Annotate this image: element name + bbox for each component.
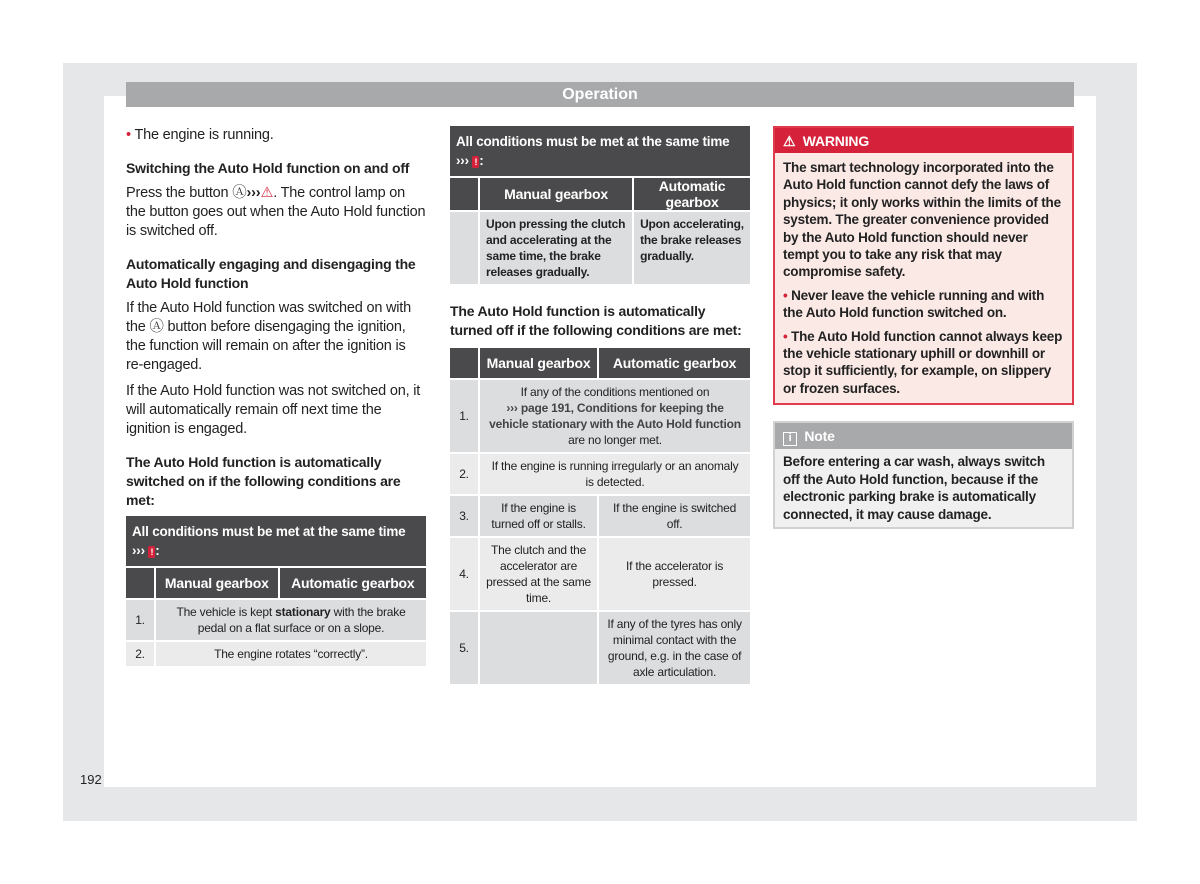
table-row: 1. If any of the conditions mentioned on ››› page 191, Conditions for keeping the vehicle stationary with the Auto Hold function are no longer met. xyxy=(450,380,750,452)
table-row: 3. If the engine is turned off or stalls. If the engine is switched off. xyxy=(450,496,750,536)
warning-icon: ! xyxy=(474,157,478,167)
paragraph: Press the button Ⓐ›››⚠. The control lamp on the button goes out when the Auto Hold function is switched off. xyxy=(126,185,426,239)
reference-arrow-icon: ››› xyxy=(246,185,261,201)
warning-icon: ⚠ xyxy=(783,133,796,149)
reference-arrow-icon: ››› xyxy=(132,543,145,558)
info-icon: i xyxy=(783,432,797,446)
table-row: Upon pressing the clutch and accelerating at the same time, the brake releases gradually. Upon accelerating, the brake releases gradually. xyxy=(450,212,750,284)
page-link[interactable]: ››› page 191, Conditions for keeping the vehicle stationary with the Auto Hold function xyxy=(489,401,741,431)
middle-column xyxy=(450,126,750,686)
bullet-item: • The engine is running. xyxy=(126,127,274,143)
left-column xyxy=(126,126,426,668)
section-header: Operation xyxy=(126,82,1074,107)
table-caption: All conditions must be met at the same time ››› ! : xyxy=(450,126,750,176)
right-column xyxy=(773,126,1074,529)
auto-hold-button-icon: Ⓐ xyxy=(232,185,247,201)
table-caption: All conditions must be met at the same time ››› ! : xyxy=(126,516,426,566)
table-row: 1. The vehicle is kept stationary with the brake pedal on a flat surface or on a slope. xyxy=(126,600,426,640)
bullet-item: • Never leave the vehicle running and with the Auto Hold function switched on. xyxy=(783,287,1045,321)
page-number: 192 xyxy=(80,772,102,787)
bullet-icon: • xyxy=(126,127,135,143)
note-box: i Note Before entering a car wash, always switch off the Auto Hold function, because if the electronic parking brake is automatically connected, it may cause damage. xyxy=(773,421,1074,529)
switch-on-conditions-table: Manual gearbox Automatic gearbox 1. The vehicle is kept stationary with the brake pedal on a flat surface or on a slope. 2. The engine rotates “correctly”. xyxy=(124,566,428,668)
table-row: 5. If any of the tyres has only minimal contact with the ground, e.g. in the case of axle articulation. xyxy=(450,612,750,684)
switch-off-conditions-table: Manual gearbox Automatic gearbox 1. If any of the conditions mentioned on ››› page 191, Conditions for keeping the vehicle stationary with the Auto Hold function are no longer met. 2. If the engine is running irregularly or an anomaly is detected. 3. If the engine is turned off or stalls. If the engine is switched off. 4. The clutch and the accelerator are pressed at the same time. If the accelerator is pressed. 5. If any of the tyres has only minimal contact with the ground, e.g. in the case of axle articulation. xyxy=(448,346,752,686)
heading: The Auto Hold function is automatically switched on if the following conditions are met: xyxy=(126,454,401,508)
table-row: 2. If the engine is running irregularly or an anomaly is detected. xyxy=(450,454,750,494)
heading: Automatically engaging and disengaging the Auto Hold function xyxy=(126,256,416,291)
release-conditions-table: Manual gearbox Automatic gearbox Upon pressing the clutch and accelerating at the same time, the brake releases gradually. Upon accelerating, the brake releases gradually. xyxy=(448,176,752,286)
warning-icon: ⚠ xyxy=(260,185,274,201)
warning-icon: ! xyxy=(150,547,154,557)
auto-hold-button-icon: Ⓐ xyxy=(149,319,164,335)
heading: Switching the Auto Hold function on and off xyxy=(126,160,410,176)
heading: The Auto Hold function is automatically turned off if the following conditions are met: xyxy=(450,303,742,338)
bullet-item: • The Auto Hold function cannot always keep the vehicle stationary uphill or downhill or stop it sufficiently, for example, on slippery or frozen surfaces. xyxy=(783,328,1063,396)
paragraph: If the Auto Hold function was not switched on, it will automatically remain off next time the ignition is engaged. xyxy=(126,383,421,437)
reference-arrow-icon: ››› xyxy=(456,153,469,168)
table-row: 2. The engine rotates “correctly”. xyxy=(126,642,426,666)
table-row: 4. The clutch and the accelerator are pressed at the same time. If the accelerator is pressed. xyxy=(450,538,750,610)
warning-box: ⚠ WARNING The smart technology incorporated into the Auto Hold function cannot defy the laws of physics; it only works within the limits of the system. The greater convenience provided by the Auto Hold function should never tempt you to take any risk that may compromise safety. • Never leave the vehicle running and with the Auto Hold function switched on. • The Auto Hold function cannot always keep the vehicle stationary uphill or downhill or stop it sufficiently, for example, on slippery or frozen surfaces. xyxy=(773,126,1074,405)
paragraph: If the Auto Hold function was switched on with the Ⓐ button before disengaging the ignition, the function will remain on after the ignition is re-engaged. xyxy=(126,300,411,373)
